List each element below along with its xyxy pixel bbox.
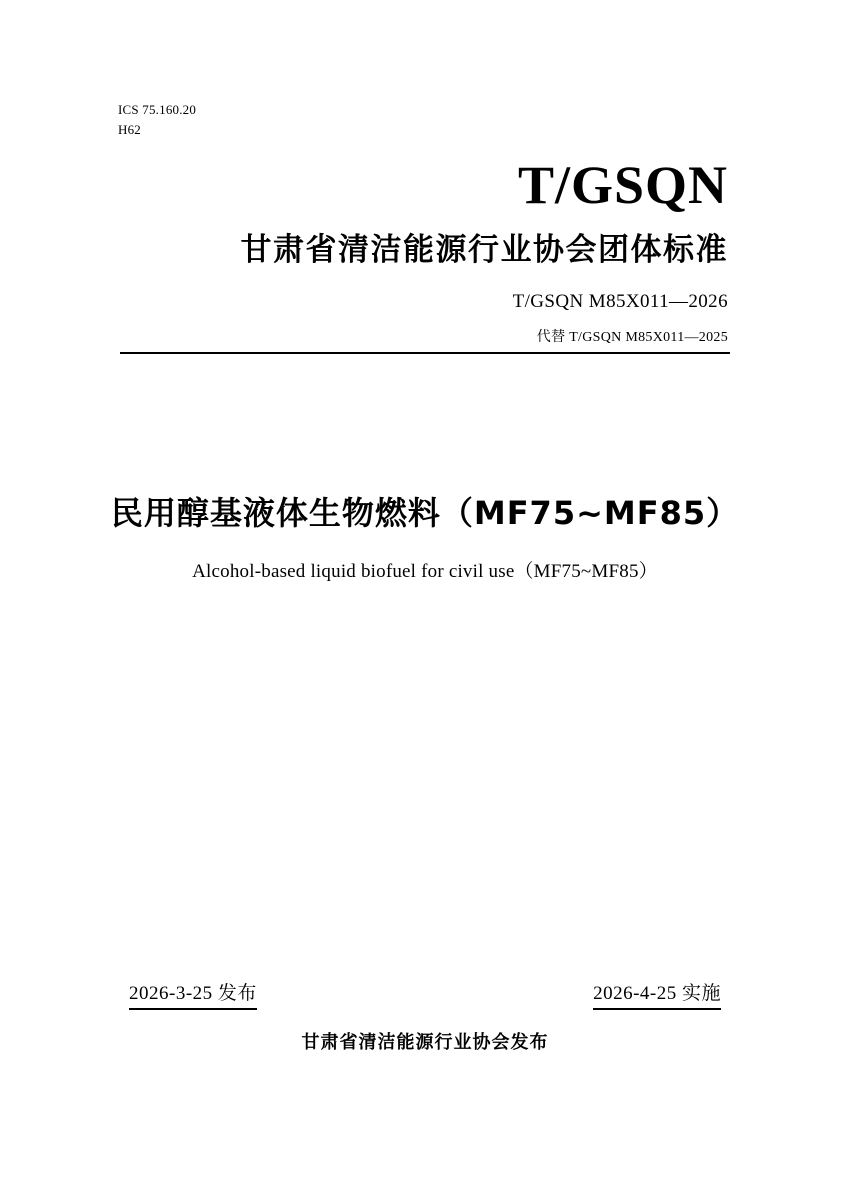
header-divider [120,352,730,354]
ics-code: ICS 75.160.20 [118,102,197,117]
issuing-organization-line: 甘肃省清洁能源行业协会团体标准 [240,232,728,268]
document-title-english: Alcohol-based liquid biofuel for civil use（MF75~MF85） [192,561,658,582]
ccs-code: H62 [118,122,141,138]
effective-date: 2026-4-25 实施 [593,978,721,1010]
classification-block [118,100,196,140]
replaced-standard: 代替 T/GSQN M85X011—2025 [536,330,728,345]
document-title-chinese: 民用醇基液体生物燃料（MF75~MF85） [110,494,740,532]
issue-date: 2026-3-25 发布 [129,978,257,1010]
publisher-line: 甘肃省清洁能源行业协会发布 [301,1032,549,1053]
standard-mark: T/GSQN [517,155,728,215]
standard-number: T/GSQN M85X011—2026 [512,291,728,312]
